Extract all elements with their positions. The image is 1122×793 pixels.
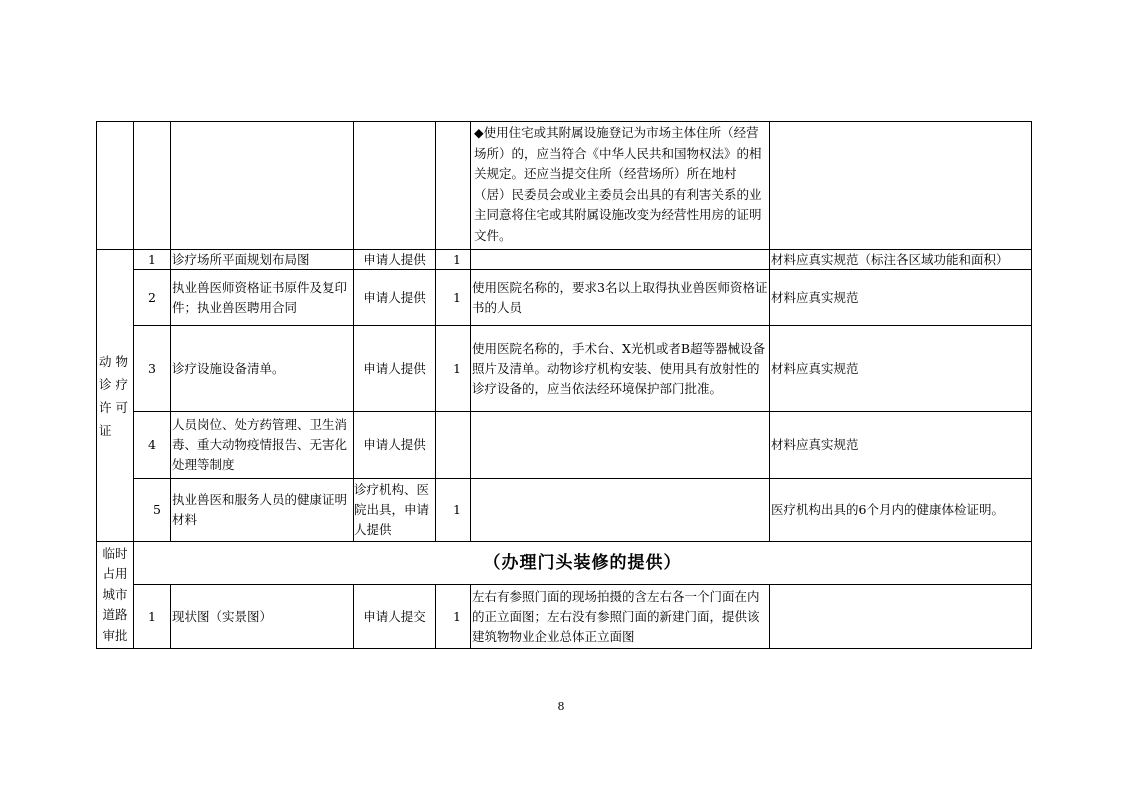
category-road-occupation [97,542,133,648]
material-source: 申请人提供 [363,289,426,305]
category-line: 动 物 [99,353,128,369]
row-number: 2 [148,289,156,305]
material-remark: 材料应真实规范（标注各区域功能和面积） [771,251,1009,267]
category-line: 占用 [102,566,128,582]
material-remark: 材料应真实规范 [771,289,859,305]
category-line: 道路 [102,607,128,623]
material-name: 人员岗位、处方药管理、卫生消毒、重大动物疫情报告、无害化处理等制度 [172,417,348,472]
material-name: 诊疗设施设备清单。 [172,360,285,376]
material-source: 申请人提交 [363,608,426,624]
category-line: 证 [99,422,112,438]
section-title: （办理门头装修的提供） [483,553,682,573]
continuation-note: ◆使用住宅或其附属设施登记为市场主体住所（经营场所）的，应当符合《中华人民共和国物权法》的相关规定。还应当提交住所（经营场所）所在地村（居）民委员会或业主委员会出具的有利害关系的业主同意将住宅或其附属设施改变为经营性用房的证明文件。 [474,125,762,243]
material-requirement [472,479,768,541]
material-copies: 1 [453,608,461,624]
row-number: 1 [148,608,156,624]
material-copies: 1 [453,360,461,376]
row-number: 3 [148,360,156,376]
material-name: 现状图（实景图） [172,608,273,624]
row-number: 5 [153,502,161,517]
category-line: 临时 [102,545,128,561]
material-remark: 材料应真实规范 [771,360,859,376]
material-copies [436,412,470,478]
row-number: 1 [148,251,156,267]
category-line: 城市 [102,586,128,602]
material-name: 诊疗场所平面规划布局图 [172,251,310,267]
material-requirement: 左右有参照门面的现场拍摄的含左右各一个门面在内的正立面图；左右没有参照门面的新建门面，提供该建筑物物业企业总体正立面图 [472,588,760,644]
material-remark: 医疗机构出具的6个月内的健康体检证明。 [771,502,1004,517]
row-number: 4 [148,437,156,452]
material-name: 执业兽医和服务人员的健康证明材料 [172,492,348,527]
material-source: 申请人提供 [363,437,426,452]
material-name: 执业兽医师资格证书原件及复印件；执业兽医聘用合同 [172,279,348,315]
material-source: 申请人提供 [363,360,426,376]
category-line: 许 可 [99,399,128,415]
material-copies: 1 [453,502,461,517]
material-requirement [472,412,768,478]
page-number: 8 [557,700,565,713]
material-copies: 1 [453,289,461,305]
material-remark [771,585,1031,648]
category-animal-clinic [97,250,133,541]
category-line: 诊 疗 [99,376,128,392]
material-requirement: 使用医院名称的，手术台、X光机或者B超等器械设备照片及清单。动物诊疗机构安装、使用具有放射性的诊疗设备的，应当依法经环境保护部门批准。 [472,340,766,396]
material-requirement: 使用医院名称的，要求3名以上取得执业兽医师资格证书的人员 [472,279,768,315]
material-remark: 材料应真实规范 [771,437,859,452]
material-source: 诊疗机构、医院出具，申请人提供 [354,482,430,537]
material-requirement [472,250,768,269]
material-copies: 1 [453,251,461,267]
category-line: 审批 [102,627,128,643]
material-source: 申请人提供 [363,251,426,267]
